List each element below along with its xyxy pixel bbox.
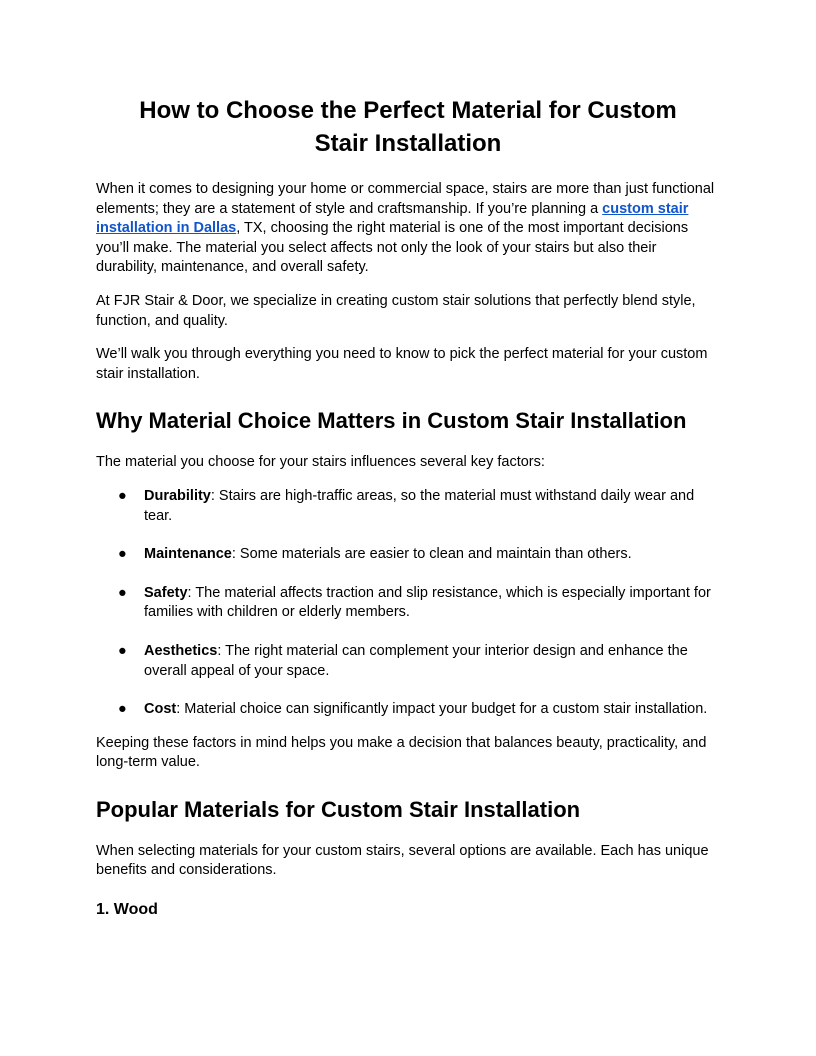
list-item-durability [96, 487, 720, 526]
factor-description: : Some materials are easier to clean and maintain than others. [231, 546, 632, 563]
custom-stair-installation-link[interactable]: custom stair installation in Dallas [96, 200, 689, 237]
document-title: How to Choose the Perfect Material for Custom Stair Installation [139, 97, 677, 157]
bullet-icon: ● [118, 487, 127, 504]
factor-description: : The right material can complement your interior design and enhance the overall appeal of your space. [144, 642, 688, 679]
factor-description: : The material affects traction and slip resistance, which is especially important for families with children or elderly members. [144, 584, 711, 621]
factor-term: Aesthetics [144, 642, 218, 659]
bullet-icon: ● [118, 642, 127, 659]
intro-text-after-link: , TX, choosing the right material is one of the most important decisions you’ll make. The material you select affects not only the look of your stairs but also their durability, maintenance, and overall safety. [96, 220, 689, 276]
factor-description: : Stairs are high-traffic areas, so the material must withstand daily wear and tear. [144, 487, 695, 524]
list-item-aesthetics [96, 642, 720, 681]
list-item-safety [96, 584, 720, 623]
section-heading-why-material: Why Material Choice Matters in Custom Stair Installation [96, 408, 687, 434]
list-item-cost [96, 700, 720, 720]
factor-term: Safety [144, 584, 188, 601]
factor-term: Durability [144, 487, 211, 504]
section-heading-popular-materials: Popular Materials for Custom Stair Installation [96, 796, 581, 822]
factor-term: Maintenance [144, 546, 232, 563]
company-paragraph: At FJR Stair & Door, we specialize in creating custom stair solutions that perfectly blend style, function, and quality. [96, 292, 696, 329]
bullet-icon: ● [118, 701, 127, 718]
bullet-icon: ● [118, 546, 127, 563]
walkthrough-paragraph: We’ll walk you through everything you need to know to pick the perfect material for your custom stair installation. [96, 346, 708, 382]
intro-text-before-link: When it comes to designing your home or commercial space, stairs are more than just functional elements; they are a statement of style and craftsmanship. If you’re planning a [96, 181, 715, 217]
bullet-icon: ● [118, 584, 127, 601]
subheading-wood: 1. Wood [96, 901, 158, 919]
list-item-maintenance [96, 545, 720, 565]
factor-description: : Material choice can significantly impact your budget for a custom stair installation. [176, 701, 708, 718]
materials-lead-paragraph: When selecting materials for your custom stairs, several options are available. Each has unique benefits and considerations. [96, 842, 709, 879]
intro-paragraph [96, 180, 720, 278]
document-page [96, 94, 720, 921]
factors-closing-paragraph: Keeping these factors in mind helps you make a decision that balances beauty, practicality, and long-term value. [96, 734, 707, 771]
factors-list [96, 487, 720, 720]
factor-term: Cost [144, 701, 177, 718]
factors-lead-paragraph: The material you choose for your stairs influences several key factors: [96, 454, 545, 471]
